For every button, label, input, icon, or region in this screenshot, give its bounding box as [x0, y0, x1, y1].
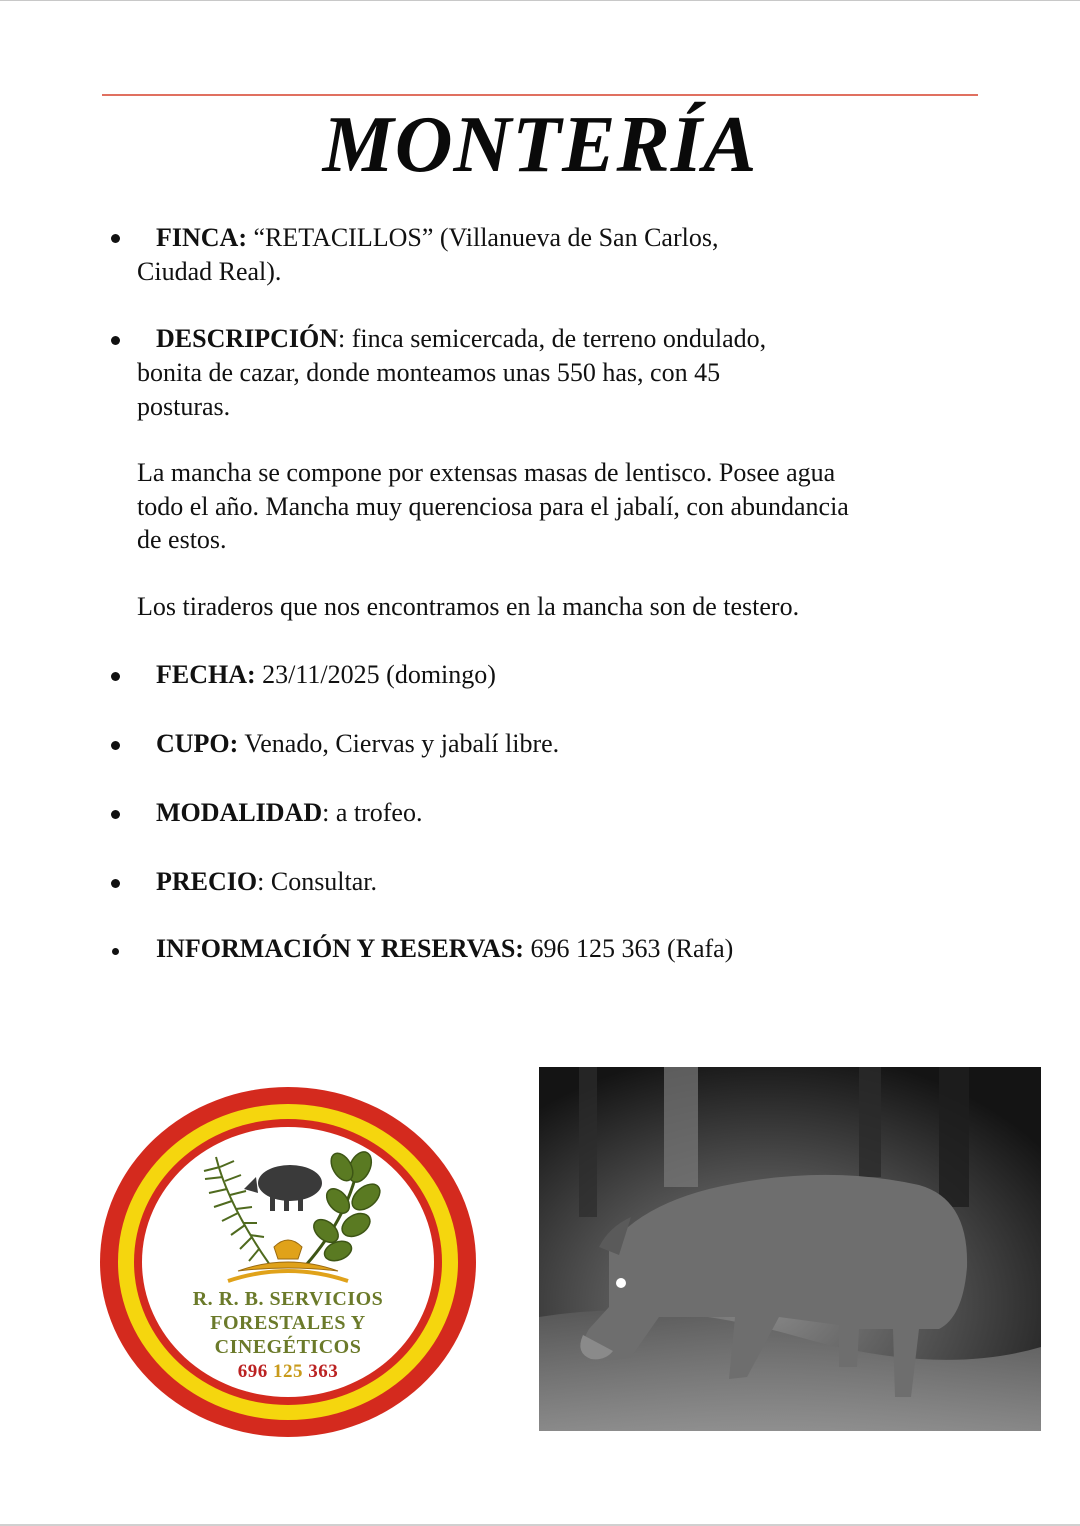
cupo-text: Venado, Ciervas y jabalí libre.: [238, 729, 560, 758]
fecha-text: 23/11/2025 (domingo): [255, 660, 496, 689]
precio-label: PRECIO: [156, 867, 258, 896]
finca-label: FINCA:: [156, 223, 247, 252]
bullet-icon: [112, 948, 119, 955]
wild-boar-image-icon: [539, 1067, 1041, 1431]
logo-text-line-3: CINEGÉTICOS: [214, 1336, 362, 1358]
descripcion-para3: Los tiraderos que nos encontramos en la mancha son de testero.: [137, 592, 800, 621]
info-line: [156, 932, 733, 966]
logo-phone-part-2: 125: [273, 1361, 303, 1382]
precio-line: [156, 865, 377, 899]
bullet-icon: [111, 810, 120, 819]
descripcion-label: DESCRIPCIÓN: [156, 324, 339, 353]
logo-emblem-icon: [98, 1085, 478, 1440]
logo-text-line-2: FORESTALES Y: [210, 1312, 366, 1334]
bullet-icon: [111, 741, 120, 750]
bullet-icon: [111, 234, 120, 243]
finca-text: “RETACILLOS” (Villanueva de San Carlos,: [247, 223, 719, 252]
logo-phone-part-1: 696: [237, 1361, 268, 1382]
info-text: 696 125 363 (Rafa): [523, 934, 734, 963]
fecha-label: FECHA:: [156, 660, 256, 689]
modalidad-label: MODALIDAD: [156, 798, 323, 827]
page-title: MONTERÍA: [322, 101, 758, 189]
header-rule: [102, 94, 978, 96]
finca-line-1: [156, 221, 718, 255]
logo-phone: [98, 1361, 478, 1383]
page-top-border: [0, 0, 1080, 1]
fecha-line: [156, 658, 496, 692]
bullet-icon: [111, 879, 120, 888]
bullet-icon: [111, 336, 120, 345]
descripcion-para2-line-1: La mancha se compone por extensas masas de lentisco. Posee agua: [137, 458, 836, 487]
cupo-label: CUPO:: [156, 729, 239, 758]
descripcion-line-1: [156, 322, 766, 356]
descripcion-text: : finca semicercada, de terreno ondulado,: [338, 324, 767, 353]
cupo-line: [156, 727, 559, 761]
descripcion-line-2: bonita de cazar, donde monteamos unas 550 has, con 45: [137, 358, 721, 387]
company-logo: [98, 1085, 478, 1440]
logo-phone-part-3: 363: [308, 1361, 339, 1382]
finca-line-2: Ciudad Real).: [137, 257, 282, 286]
info-label: INFORMACIÓN Y RESERVAS:: [156, 934, 524, 963]
precio-text: : Consultar.: [257, 867, 378, 896]
descripcion-para2-line-3: de estos.: [137, 525, 227, 554]
modalidad-text: : a trofeo.: [322, 798, 423, 827]
bullet-icon: [111, 672, 120, 681]
modalidad-line: [156, 796, 422, 830]
logo-text-line-1: R. R. B. SERVICIOS: [192, 1288, 384, 1310]
wild-boar-photo: [539, 1067, 1041, 1431]
descripcion-line-3: posturas.: [137, 392, 231, 421]
descripcion-para2-line-2: todo el año. Mancha muy querenciosa para el jabalí, con abundancia: [137, 492, 849, 521]
